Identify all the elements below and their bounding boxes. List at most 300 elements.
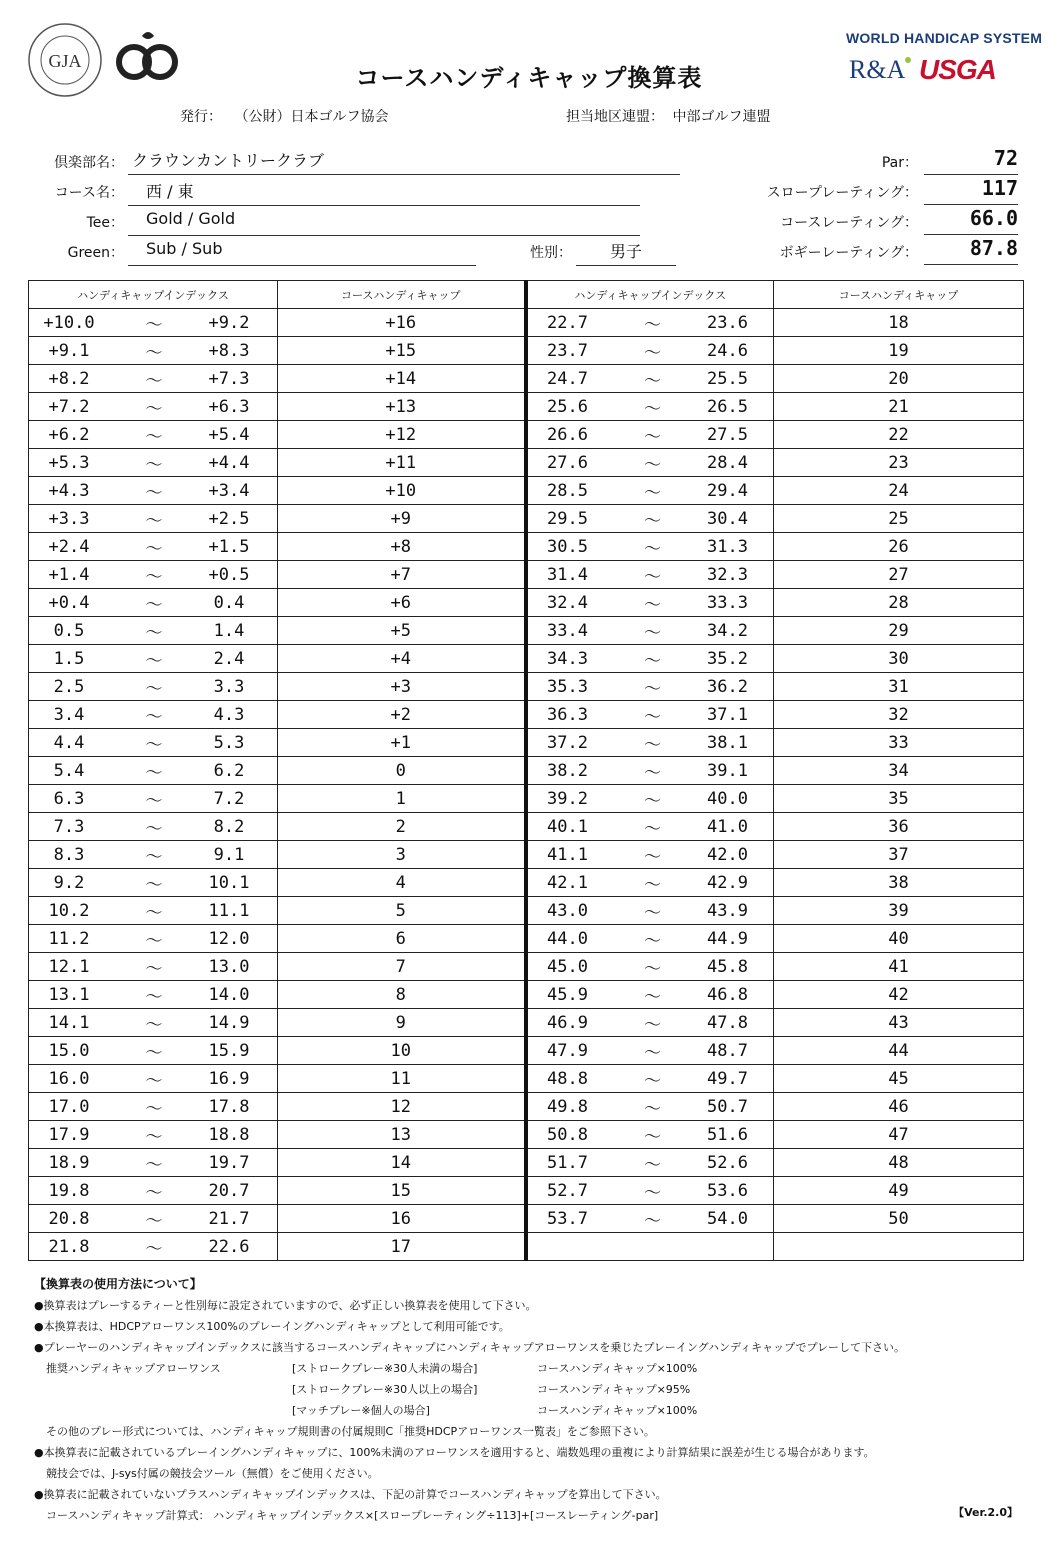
index-range-cell — [29, 981, 278, 1009]
range-tilde: ～ — [145, 1239, 163, 1259]
range-tilde: ～ — [145, 707, 163, 727]
index-to: 42.9 — [707, 872, 748, 893]
index-range-cell — [526, 953, 774, 981]
jga-mark: GJA — [48, 51, 82, 71]
table-row — [29, 477, 1024, 505]
index-range-cell — [526, 1121, 774, 1149]
course-handicap-cell: 50 — [774, 1205, 1024, 1233]
course-handicap-cell: 37 — [774, 841, 1024, 869]
course-handicap-cell: 29 — [774, 617, 1024, 645]
index-to: 16.9 — [208, 1068, 250, 1089]
course-handicap-cell: +6 — [278, 589, 526, 617]
index-range-cell — [526, 757, 774, 785]
index-to: +1.5 — [208, 536, 250, 557]
course-name: 西 / 東 — [128, 179, 640, 206]
index-range-cell — [526, 897, 774, 925]
table-row — [29, 1093, 1024, 1121]
table-row — [29, 449, 1024, 477]
index-to: 29.4 — [707, 480, 748, 501]
index-from: 23.7 — [547, 340, 588, 361]
index-range-cell — [29, 1009, 278, 1037]
index-range-cell — [29, 1233, 278, 1261]
course-handicap-cell: +4 — [278, 645, 526, 673]
par-value: 72 — [924, 146, 1018, 175]
index-from: 42.1 — [547, 872, 588, 893]
table-row — [29, 869, 1024, 897]
tee-label: Tee： — [86, 215, 124, 231]
publisher-value: （公財）日本ゴルフ協会 — [234, 109, 389, 125]
course-handicap-cell: +7 — [278, 561, 526, 589]
index-to: 33.3 — [707, 592, 748, 613]
index-from: 34.3 — [547, 648, 588, 669]
index-range-cell — [29, 673, 278, 701]
note-2: ●本換算表は、HDCPアローワンス100%のプレーイングハンディキャップとして利用可能です。 — [34, 1320, 510, 1333]
course-handicap-cell: 7 — [278, 953, 526, 981]
course-handicap-cell: 32 — [774, 701, 1024, 729]
bogey-rating-label: ボギーレーティング： — [779, 245, 918, 261]
index-to: 20.7 — [208, 1180, 250, 1201]
course-handicap-cell: +12 — [278, 421, 526, 449]
range-tilde: ～ — [145, 791, 163, 811]
range-tilde: ～ — [644, 679, 661, 699]
index-from: 38.2 — [547, 760, 588, 781]
index-to: 49.7 — [707, 1068, 748, 1089]
index-to: 24.6 — [707, 340, 748, 361]
index-to: +6.3 — [208, 396, 250, 417]
range-tilde: ～ — [644, 595, 661, 615]
course-handicap-cell: 41 — [774, 953, 1024, 981]
table-row — [29, 645, 1024, 673]
note-6: 競技会では、J-sys付属の競技会ツール（無償）をご使用ください。 — [46, 1467, 379, 1480]
range-tilde: ～ — [145, 1211, 163, 1231]
publisher-label: 発行： — [180, 109, 222, 125]
range-tilde: ～ — [644, 1127, 661, 1147]
index-range-cell — [526, 673, 774, 701]
range-tilde: ～ — [145, 315, 163, 335]
table-row — [29, 393, 1024, 421]
index-range-cell — [526, 421, 774, 449]
course-handicap-cell: 6 — [278, 925, 526, 953]
range-tilde: ～ — [644, 847, 661, 867]
index-range-cell — [29, 785, 278, 813]
index-to: 12.0 — [208, 928, 250, 949]
course-rating-label: コースレーティング： — [780, 215, 918, 231]
range-tilde: ～ — [644, 343, 661, 363]
range-tilde: ～ — [644, 931, 661, 951]
index-from: 53.7 — [547, 1208, 588, 1229]
index-from: 13.1 — [48, 984, 90, 1005]
index-from: 32.4 — [547, 592, 588, 613]
index-range-cell — [29, 701, 278, 729]
index-from: +6.2 — [48, 424, 90, 445]
index-to: 5.3 — [213, 732, 245, 753]
note-3: ●プレーヤーのハンディキャップインデックスに該当するコースハンディキャップにハンディキャップアローワンスを乗じたプレーイングハンディキャップでプレーして下さい。 — [34, 1341, 906, 1354]
index-range-cell — [526, 337, 774, 365]
index-from: 17.0 — [48, 1096, 90, 1117]
index-from: 15.0 — [48, 1040, 90, 1061]
index-range-cell — [526, 1065, 774, 1093]
index-range-cell — [29, 533, 278, 561]
table-row — [29, 617, 1024, 645]
table-row — [29, 589, 1024, 617]
index-from: 41.1 — [547, 844, 588, 865]
index-range-cell — [526, 617, 774, 645]
range-tilde: ～ — [145, 1127, 163, 1147]
index-from: 45.0 — [547, 956, 588, 977]
course-handicap-cell: +13 — [278, 393, 526, 421]
index-to: 53.6 — [707, 1180, 748, 1201]
index-from: 19.8 — [48, 1180, 90, 1201]
index-from: 46.9 — [547, 1012, 588, 1033]
course-handicap-cell: 38 — [774, 869, 1024, 897]
table-row — [29, 1065, 1024, 1093]
index-range-cell — [29, 1121, 278, 1149]
course-handicap-cell: 12 — [278, 1093, 526, 1121]
index-range-cell — [526, 981, 774, 1009]
index-from: 29.5 — [547, 508, 588, 529]
range-tilde: ～ — [145, 567, 163, 587]
course-handicap-cell: 16 — [278, 1205, 526, 1233]
index-from: +0.4 — [48, 592, 90, 613]
club-label: 倶楽部名： — [54, 155, 124, 171]
course-handicap-cell: 20 — [774, 365, 1024, 393]
index-from: 27.6 — [547, 452, 588, 473]
table-row — [29, 981, 1024, 1009]
index-from: 43.0 — [547, 900, 588, 921]
range-tilde: ～ — [644, 707, 661, 727]
table-row — [29, 729, 1024, 757]
course-handicap-cell: +2 — [278, 701, 526, 729]
course-handicap-cell: 3 — [278, 841, 526, 869]
course-handicap-cell: +16 — [278, 309, 526, 337]
range-tilde: ～ — [145, 1155, 163, 1175]
range-tilde: ～ — [644, 567, 661, 587]
course-handicap-cell: 48 — [774, 1149, 1024, 1177]
index-to: 21.7 — [208, 1208, 250, 1229]
index-range-cell — [526, 841, 774, 869]
index-from: +8.2 — [48, 368, 90, 389]
table-row — [29, 1037, 1024, 1065]
gender-label: 性別： — [530, 245, 572, 261]
table-body — [29, 309, 1024, 1261]
index-from: 35.3 — [547, 676, 588, 697]
index-range-cell — [29, 925, 278, 953]
course-handicap-cell: 36 — [774, 813, 1024, 841]
course-handicap-cell: 22 — [774, 421, 1024, 449]
index-from: 22.7 — [547, 312, 588, 333]
index-from: 52.7 — [547, 1180, 588, 1201]
index-from: 48.8 — [547, 1068, 588, 1089]
course-handicap-cell: 35 — [774, 785, 1024, 813]
index-to: 14.0 — [208, 984, 250, 1005]
index-range-cell — [29, 1093, 278, 1121]
index-from: 3.4 — [53, 704, 85, 725]
note-7: ●換算表に記載されていないプラスハンディキャップインデックスは、下記の計算でコースハンディキャップを算出して下さい。 — [34, 1488, 667, 1501]
table-row — [29, 925, 1024, 953]
index-to: 17.8 — [208, 1096, 250, 1117]
range-tilde: ～ — [644, 903, 661, 923]
index-from: 24.7 — [547, 368, 588, 389]
index-from: +5.3 — [48, 452, 90, 473]
course-handicap-cell: 45 — [774, 1065, 1024, 1093]
usga-logo: USGA — [919, 54, 996, 85]
course-handicap-cell: 1 — [278, 785, 526, 813]
index-range-cell — [526, 785, 774, 813]
index-to: 7.2 — [213, 788, 245, 809]
course-handicap-cell: 44 — [774, 1037, 1024, 1065]
index-range-cell — [526, 561, 774, 589]
course-handicap-cell: 17 — [278, 1233, 526, 1261]
course-handicap-cell: +3 — [278, 673, 526, 701]
range-tilde: ～ — [644, 315, 661, 335]
range-tilde: ～ — [644, 791, 661, 811]
range-tilde: ～ — [644, 819, 661, 839]
index-to: 36.2 — [707, 676, 748, 697]
course-handicap-cell: 23 — [774, 449, 1024, 477]
course-handicap-cell: 24 — [774, 477, 1024, 505]
index-range-cell — [526, 477, 774, 505]
range-tilde: ～ — [644, 735, 661, 755]
table-row — [29, 841, 1024, 869]
index-range-cell — [29, 561, 278, 589]
index-from: 39.2 — [547, 788, 588, 809]
range-tilde: ～ — [644, 959, 661, 979]
slope-label: スロープレーティング： — [766, 185, 918, 201]
index-range-cell — [29, 757, 278, 785]
club-name: クラウンカントリークラブ — [128, 148, 680, 175]
region-label: 担当地区連盟： — [566, 109, 664, 125]
header-course-hc-left: コースハンディキャップ — [278, 281, 526, 309]
index-range-cell — [526, 869, 774, 897]
index-range-cell — [29, 645, 278, 673]
index-from: 9.2 — [53, 872, 85, 893]
table-row — [29, 757, 1024, 785]
version-label: 【Ver.2.0】 — [953, 1506, 1018, 1519]
allowance-cond: [ストロークプレー※30人未満の場合] — [292, 1362, 478, 1375]
index-to: 4.3 — [213, 704, 245, 725]
index-from: 30.5 — [547, 536, 588, 557]
table-row — [29, 813, 1024, 841]
table-row — [29, 505, 1024, 533]
index-to: 9.1 — [213, 844, 245, 865]
index-range-cell — [526, 1233, 774, 1261]
index-from: 18.9 — [48, 1152, 90, 1173]
course-handicap-cell: 15 — [278, 1177, 526, 1205]
range-tilde: ～ — [145, 1183, 163, 1203]
range-tilde: ～ — [644, 623, 661, 643]
index-from: 21.8 — [48, 1236, 90, 1257]
note-1: ●換算表はプレーするティーと性別毎に設定されていますので、必ず正しい換算表を使用して下さい。 — [34, 1299, 537, 1312]
index-to: 1.4 — [213, 620, 245, 641]
index-from: 40.1 — [547, 816, 588, 837]
index-from: 11.2 — [48, 928, 90, 949]
index-to: 3.3 — [213, 676, 245, 697]
index-to: 41.0 — [707, 816, 748, 837]
range-tilde: ～ — [145, 931, 163, 951]
table-row — [29, 337, 1024, 365]
range-tilde: ～ — [644, 1071, 661, 1091]
index-to: 32.3 — [707, 564, 748, 585]
range-tilde: ～ — [145, 595, 163, 615]
index-range-cell — [526, 813, 774, 841]
ra-logo: R&A — [849, 55, 911, 85]
index-to: 50.7 — [707, 1096, 748, 1117]
range-tilde: ～ — [145, 455, 163, 475]
table-row — [29, 1009, 1024, 1037]
conversion-table — [28, 280, 1024, 1261]
index-to: 38.1 — [707, 732, 748, 753]
range-tilde: ～ — [644, 1043, 661, 1063]
index-from: 47.9 — [547, 1040, 588, 1061]
course-handicap-cell: 25 — [774, 505, 1024, 533]
index-to: 28.4 — [707, 452, 748, 473]
index-from: 10.2 — [48, 900, 90, 921]
index-range-cell — [29, 337, 278, 365]
range-tilde: ～ — [644, 455, 661, 475]
course-handicap-cell: 19 — [774, 337, 1024, 365]
index-from: 44.0 — [547, 928, 588, 949]
index-range-cell — [29, 617, 278, 645]
range-tilde: ～ — [644, 371, 661, 391]
table-row — [29, 561, 1024, 589]
range-tilde: ～ — [145, 1043, 163, 1063]
course-handicap-cell: 14 — [278, 1149, 526, 1177]
range-tilde: ～ — [145, 1015, 163, 1035]
index-from: 51.7 — [547, 1152, 588, 1173]
index-to: 45.8 — [707, 956, 748, 977]
region — [566, 106, 770, 126]
range-tilde: ～ — [644, 763, 661, 783]
course-handicap-cell: 43 — [774, 1009, 1024, 1037]
range-tilde: ～ — [145, 1099, 163, 1119]
index-range-cell — [29, 449, 278, 477]
index-from: 17.9 — [48, 1124, 90, 1145]
index-range-cell — [29, 1065, 278, 1093]
table-row — [29, 1177, 1024, 1205]
course-handicap-cell: 28 — [774, 589, 1024, 617]
publisher — [180, 106, 388, 126]
range-tilde: ～ — [145, 735, 163, 755]
course-handicap-cell: 39 — [774, 897, 1024, 925]
table-row — [29, 897, 1024, 925]
course-handicap-cell: 42 — [774, 981, 1024, 1009]
index-range-cell — [526, 1093, 774, 1121]
green-value: Sub / Sub — [128, 239, 476, 266]
index-range-cell — [526, 365, 774, 393]
index-range-cell — [526, 449, 774, 477]
course-handicap-cell: 9 — [278, 1009, 526, 1037]
index-range-cell — [526, 1149, 774, 1177]
index-from: 6.3 — [53, 788, 85, 809]
course-handicap-cell: +8 — [278, 533, 526, 561]
index-from: 12.1 — [48, 956, 90, 977]
range-tilde: ～ — [644, 1015, 661, 1035]
note-5: ●本換算表に記載されているプレーイングハンディキャップに、100%未満のアローワンスを適用すると、端数処理の重複により計算結果に誤差が生じる場合があります。 — [34, 1446, 875, 1459]
range-tilde: ～ — [644, 511, 661, 531]
table-row — [29, 953, 1024, 981]
allowance-cond: [ストロークプレー※30人以上の場合] — [292, 1383, 478, 1396]
course-handicap-cell: 30 — [774, 645, 1024, 673]
index-range-cell — [29, 421, 278, 449]
index-range-cell — [29, 1177, 278, 1205]
index-to: 46.8 — [707, 984, 748, 1005]
range-tilde: ～ — [145, 987, 163, 1007]
index-from: 20.8 — [48, 1208, 90, 1229]
index-range-cell — [526, 925, 774, 953]
table-row — [29, 421, 1024, 449]
course-handicap-cell: +1 — [278, 729, 526, 757]
index-from: +2.4 — [48, 536, 90, 557]
allowance-value: コースハンディキャップ×95% — [537, 1383, 691, 1396]
range-tilde: ～ — [145, 903, 163, 923]
index-range-cell — [526, 393, 774, 421]
course-handicap-cell: 34 — [774, 757, 1024, 785]
course-handicap-cell: 49 — [774, 1177, 1024, 1205]
range-tilde: ～ — [145, 875, 163, 895]
slope-value: 117 — [924, 176, 1018, 205]
course-handicap-cell: 18 — [774, 309, 1024, 337]
course-handicap-cell: +5 — [278, 617, 526, 645]
index-range-cell — [29, 841, 278, 869]
range-tilde: ～ — [644, 427, 661, 447]
range-tilde: ～ — [644, 1155, 661, 1175]
index-from: 28.5 — [547, 480, 588, 501]
allowance-row-3 — [34, 1400, 1024, 1421]
table-row — [29, 701, 1024, 729]
range-tilde: ～ — [145, 679, 163, 699]
par-label: Par： — [881, 155, 918, 171]
index-to: +9.2 — [208, 312, 250, 333]
index-range-cell — [526, 1177, 774, 1205]
allowance-label: 推奨ハンディキャップアローワンス — [46, 1362, 221, 1375]
index-to: +5.4 — [208, 424, 250, 445]
index-from: 45.9 — [547, 984, 588, 1005]
index-to: 34.2 — [707, 620, 748, 641]
index-range-cell — [526, 309, 774, 337]
index-to: +3.4 — [208, 480, 250, 501]
course-handicap-cell: +11 — [278, 449, 526, 477]
range-tilde: ～ — [145, 399, 163, 419]
index-from: 4.4 — [53, 732, 85, 753]
index-from: +9.1 — [48, 340, 90, 361]
table-row — [29, 785, 1024, 813]
index-to: 15.9 — [208, 1040, 250, 1061]
index-range-cell — [29, 505, 278, 533]
index-from: 16.0 — [48, 1068, 90, 1089]
index-from: +1.4 — [48, 564, 90, 585]
course-handicap-cell: 40 — [774, 925, 1024, 953]
index-to: 13.0 — [208, 956, 250, 977]
whs-logo-text: WORLD HANDICAP SYSTEM — [846, 30, 1043, 46]
index-range-cell — [526, 1205, 774, 1233]
index-to: 0.4 — [213, 592, 245, 613]
index-to: 10.1 — [208, 872, 250, 893]
index-range-cell — [29, 365, 278, 393]
page-title: コースハンディキャップ換算表 — [355, 64, 703, 92]
index-range-cell — [29, 1037, 278, 1065]
index-to: 30.4 — [707, 508, 748, 529]
index-from: 37.2 — [547, 732, 588, 753]
course-label: コース名： — [54, 185, 124, 201]
index-to: 31.3 — [707, 536, 748, 557]
course-handicap-cell: 10 — [278, 1037, 526, 1065]
course-handicap-cell: 13 — [278, 1121, 526, 1149]
course-handicap-cell: 5 — [278, 897, 526, 925]
tee-value: Gold / Gold — [128, 209, 640, 236]
index-to: 19.7 — [208, 1152, 250, 1173]
index-to: 2.4 — [213, 648, 245, 669]
index-to: 42.0 — [707, 844, 748, 865]
